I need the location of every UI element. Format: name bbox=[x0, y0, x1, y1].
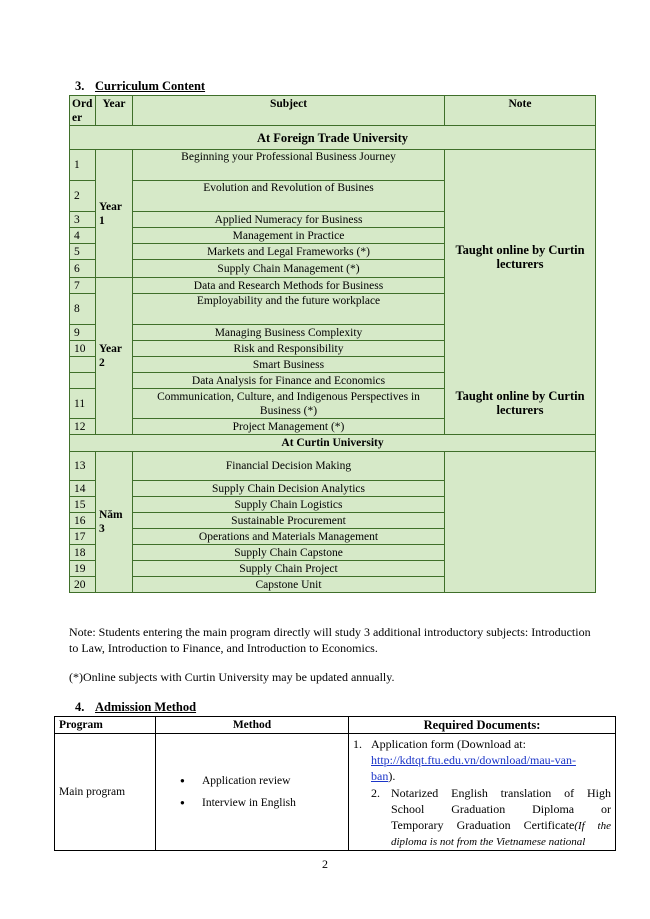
subject-cell: Evolution and Revolution of Busines bbox=[133, 181, 445, 212]
order-cell: 9 bbox=[70, 325, 96, 341]
section-number: 3. bbox=[75, 79, 85, 93]
download-link-continued[interactable]: ban bbox=[371, 769, 389, 783]
order-cell: 2 bbox=[70, 181, 96, 212]
order-cell: 12 bbox=[70, 419, 96, 435]
method-item: ● Application review bbox=[180, 770, 344, 792]
admission-table bbox=[54, 716, 616, 851]
header-note: Note bbox=[445, 96, 596, 126]
download-link[interactable]: http://kdtqt.ftu.edu.vn/download/mau-van- bbox=[371, 753, 576, 767]
method-item: ● Interview in English bbox=[180, 792, 344, 814]
subject-cell: Employability and the future workplace bbox=[133, 294, 445, 325]
section-3-heading bbox=[75, 79, 205, 94]
doc2-italic-b: diploma is not from the Vietnamese national bbox=[391, 836, 586, 848]
page-number: 2 bbox=[322, 857, 328, 871]
order-cell: 16 bbox=[70, 513, 96, 529]
header-method: Method bbox=[156, 717, 349, 734]
program-cell: Main program bbox=[55, 734, 156, 851]
section-title: Curriculum Content bbox=[95, 79, 206, 93]
doc1-text: Application form (Download at: bbox=[371, 737, 526, 751]
header-required-docs: Required Documents: bbox=[349, 717, 616, 734]
order-cell: 5 bbox=[70, 244, 96, 260]
order-cell: 4 bbox=[70, 228, 96, 244]
documents-cell bbox=[349, 734, 616, 851]
note-online-ftu-1: Taught online by Curtin lecturers bbox=[455, 243, 585, 271]
section-row-ftu bbox=[70, 126, 596, 150]
note-cell bbox=[445, 150, 596, 435]
order-cell: 6 bbox=[70, 260, 96, 278]
subject-cell: Sustainable Procurement bbox=[133, 513, 445, 529]
admission-header-row bbox=[55, 717, 616, 734]
year-1-cell: Year 1 bbox=[96, 150, 133, 278]
section-ftu-label: At Foreign Trade University bbox=[70, 126, 596, 150]
subject-cell: Markets and Legal Frameworks (*) bbox=[133, 244, 445, 260]
order-cell: 13 bbox=[70, 452, 96, 481]
method-list bbox=[160, 770, 344, 814]
order-cell bbox=[70, 357, 96, 373]
doc2-italic-a: (If the bbox=[574, 820, 611, 832]
item-number: 2. bbox=[371, 786, 380, 800]
method-cell bbox=[156, 734, 349, 851]
table-row bbox=[70, 452, 596, 481]
doc2-line-3-text: Temporary Graduation Certificate bbox=[391, 818, 575, 832]
subject-cell: Supply Chain Logistics bbox=[133, 497, 445, 513]
subject-cell: Communication, Culture, and Indigenous Perspectives in Business (*) bbox=[133, 389, 445, 419]
section-title: Admission Method bbox=[95, 700, 197, 714]
order-cell: 11 bbox=[70, 389, 96, 419]
subject-cell: Data and Research Methods for Business bbox=[133, 278, 445, 294]
subject-cell: Managing Business Complexity bbox=[133, 325, 445, 341]
subject-cell: Supply Chain Decision Analytics bbox=[133, 481, 445, 497]
header-program: Program bbox=[55, 717, 156, 734]
doc2-line-2: School Graduation Diploma or bbox=[391, 802, 611, 816]
curriculum-table bbox=[69, 95, 596, 593]
order-cell: 1 bbox=[70, 150, 96, 181]
order-cell: 10 bbox=[70, 341, 96, 357]
subject-cell: Supply Chain Capstone bbox=[133, 545, 445, 561]
subject-cell: Operations and Materials Management bbox=[133, 529, 445, 545]
note-cell-empty bbox=[445, 452, 596, 593]
doc1-tail: ). bbox=[388, 769, 396, 783]
subject-cell: Smart Business bbox=[133, 357, 445, 373]
order-cell: 7 bbox=[70, 278, 96, 294]
order-cell: 20 bbox=[70, 577, 96, 593]
table-header-row bbox=[70, 96, 596, 126]
online-subjects-note: (*)Online subjects with Curtin University may be updated annually. bbox=[69, 670, 395, 684]
subject-cell: Risk and Responsibility bbox=[133, 341, 445, 357]
subject-cell: Financial Decision Making bbox=[133, 452, 445, 481]
section-curtin-label: At Curtin University bbox=[70, 435, 596, 452]
item-number: 1. bbox=[353, 737, 362, 751]
section-row-curtin bbox=[70, 435, 596, 452]
subject-cell: Data Analysis for Finance and Economics bbox=[133, 373, 445, 389]
order-cell: 8 bbox=[70, 294, 96, 325]
header-year: Year bbox=[96, 96, 133, 126]
order-cell: 3 bbox=[70, 212, 96, 228]
order-cell bbox=[70, 373, 96, 389]
order-cell: 18 bbox=[70, 545, 96, 561]
subject-cell: Capstone Unit bbox=[133, 577, 445, 593]
order-cell: 14 bbox=[70, 481, 96, 497]
year-2-cell: Year 2 bbox=[96, 278, 133, 435]
subject-cell: Supply Chain Management (*) bbox=[133, 260, 445, 278]
document-item-1 bbox=[349, 736, 611, 784]
subject-cell: Supply Chain Project bbox=[133, 561, 445, 577]
header-subject: Subject bbox=[133, 96, 445, 126]
doc2-line-3 bbox=[391, 817, 611, 834]
order-cell: 15 bbox=[70, 497, 96, 513]
order-cell: 17 bbox=[70, 529, 96, 545]
subject-cell: Beginning your Professional Business Journey bbox=[133, 150, 445, 181]
section-number: 4. bbox=[75, 700, 85, 714]
note-paragraph: Note: Students entering the main program directly will study 3 additional introductory subjects: Introduction to Law, Introduction to Finance, and Introduction to Economics. bbox=[69, 625, 591, 655]
section-4-heading bbox=[75, 700, 196, 715]
subject-cell: Management in Practice bbox=[133, 228, 445, 244]
document-item-2 bbox=[349, 784, 611, 850]
doc2-line-1: Notarized English translation of High bbox=[391, 786, 611, 800]
order-cell: 19 bbox=[70, 561, 96, 577]
note-online-ftu-2: Taught online by Curtin lecturers bbox=[455, 389, 585, 417]
subject-cell: Project Management (*) bbox=[133, 419, 445, 435]
subject-cell: Applied Numeracy for Business bbox=[133, 212, 445, 228]
header-order: Ord er bbox=[70, 96, 96, 126]
table-row bbox=[70, 150, 596, 181]
year-3-cell: Năm 3 bbox=[96, 452, 133, 593]
admission-row bbox=[55, 734, 616, 851]
